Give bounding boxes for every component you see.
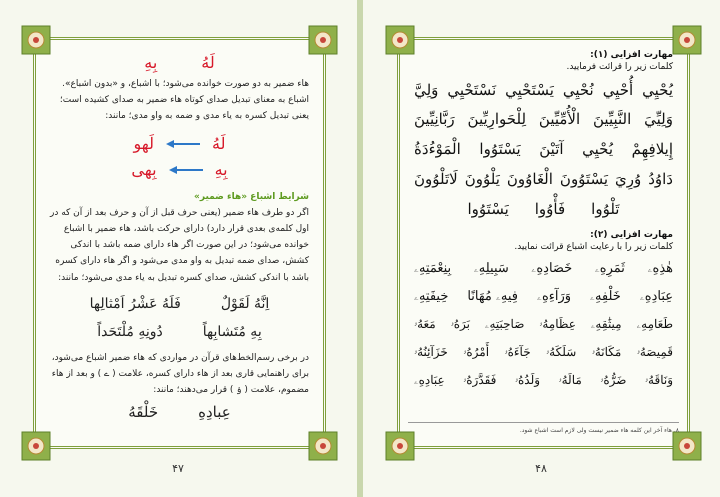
final-example: خَلْقَهُ <box>128 403 159 422</box>
example-word: بِهِ <box>144 52 158 72</box>
arrow-left-icon <box>166 140 200 148</box>
intro-paragraph: هاء ضمیر به دو صورت خوانده می‌شود؛ با اشباع، و «بدون اشباع». اشباع به معنای تبدیل صدای کوتاه هاء ضمیر به صدای کشیده است؛ یعنی تبدیل کسره به یاء مدی و ضمه به واو مدی؛ مانند: <box>59 79 309 122</box>
page-number: ۴۸ <box>535 462 547 475</box>
practice2-words <box>414 254 673 394</box>
word-row <box>414 282 673 310</box>
practice-word: آتَيْنَ <box>539 140 564 158</box>
ornament-corner-icon <box>383 429 417 463</box>
word-row <box>414 76 673 104</box>
practice-word: بِنِعْمَتِهِۦ <box>414 260 452 276</box>
top-examples <box>50 50 309 74</box>
practice1-title: مهارت افزایی (۱): <box>590 50 673 60</box>
word-row <box>414 164 673 194</box>
practice-word: هٰذِهِۦ <box>647 260 673 276</box>
word-row <box>414 104 673 134</box>
practice-word: فَقَدَّرَهُۥ <box>463 372 497 387</box>
practice-word: وَلِيَّ <box>414 81 439 99</box>
verse-example: بِهِ مُتَشابِهاً <box>202 323 262 340</box>
right-page-content <box>414 50 673 436</box>
conditions-paragraph: اگر دو طرف هاء ضمیر (یعنی حرف قبل از آن و حرف بعد از آن که در اول کلمه‌ی بعدی قرار دارد) دارای حرکت باشد، هاء ضمیر با اشباع خوانده می‌شود؛ در این صورت اگر هاء دارای ضمه باشد با اندکی کشش، صدای ضمه تبدیل به واو مدی می‌شود و اگر هاء دارای کسره باشد با اندکی کشش، صدای کسره تبدیل به یاء مدی می‌شود؛ مانند: <box>49 207 309 283</box>
practice-word: مَالَهُۥ <box>558 372 582 387</box>
practice-word: يُحْيِي <box>642 81 673 99</box>
arrow-left-icon <box>169 166 203 174</box>
verse-example: اِنَّهُ لَقَوْلٌ <box>220 295 270 312</box>
ornament-corner-icon <box>19 429 53 463</box>
practice-word: عِبَادِهِۦ <box>639 288 673 304</box>
ornament-corner-icon <box>306 23 340 57</box>
pair-row <box>50 157 309 183</box>
left-page-content <box>50 50 309 436</box>
footnote: ۸. هاء آخر این کلمه هاء ضمیر نیست ولی لازم است اشباع شود. <box>408 422 679 434</box>
practice-word: يَسْتَحْيِي <box>505 81 554 99</box>
practice-word: خَزَآئِنُهُۥ <box>414 344 448 359</box>
right-page <box>363 0 720 497</box>
practice-word: فِيهِۦ مُهَانًا <box>467 288 519 304</box>
word-row <box>414 366 673 394</box>
word-row <box>414 338 673 366</box>
practice-word: دَاوُدُ <box>648 170 673 188</box>
practice-word: أُحْيِي <box>602 81 634 99</box>
practice-word: يَلْوُونَ <box>464 170 500 188</box>
word-row <box>414 134 673 164</box>
final-examples <box>50 398 309 426</box>
section-title: شرایط اشباع «هاء ضمیر» <box>194 191 309 202</box>
practice-word: عِظَامِهُۥ <box>539 316 576 331</box>
practice-word: سَلَكَهُۥ <box>546 344 577 359</box>
practice-word: عِبَادِهِۦ <box>414 372 445 387</box>
ornament-corner-icon <box>670 429 704 463</box>
pair-row <box>50 131 309 157</box>
practice-word: لِلْحَوارِيِّينَ <box>467 110 527 128</box>
practice-word: فَأْوُوا <box>534 200 566 218</box>
practice-word: الْغَاوُونَ <box>506 170 553 188</box>
practice-word: يُحْيِي <box>582 140 614 158</box>
word-row <box>414 194 673 224</box>
practice-word: مَكَانَهُۥ <box>591 344 622 359</box>
verse-row <box>50 318 309 346</box>
verse-example: فَلَهُ عَشْرُ اَمْثالِها <box>89 295 181 312</box>
practice-word: خَصَادِهِۦ <box>531 260 573 276</box>
practice-word: قَمِيصَهُۥ <box>636 344 673 359</box>
practice2-instruction: کلمات زیر را با رعایت اشباع قرائت نمایید. <box>514 242 673 252</box>
ornament-corner-icon <box>383 23 417 57</box>
practice-word: صَاحِبَتِهِۦ <box>484 316 525 331</box>
practice-word: وَلِيِّيَ <box>644 110 673 128</box>
rasm-paragraph: در برخی رسم‌الخط‌های قرآن در مواردی که هاء ضمیر اشباع می‌شود، برای راهنمایی قاری بعد از هاء دارای کسره، علامت ( ے ) و بعد از هاء مضموم، علامت ( ۉ ) قرار می‌دهند؛ مانند: <box>51 352 309 396</box>
practice2-title: مهارت افزایی (۲): <box>590 230 673 240</box>
word-row <box>414 310 673 338</box>
page-number: ۴۷ <box>172 462 184 475</box>
practice1-words <box>414 76 673 224</box>
verse-example: دُونِهِ مُلْتَحَداً <box>97 323 163 340</box>
practice-word: تَلْوُوا <box>591 200 620 218</box>
practice-word: طَعَامِهِۦ <box>636 316 673 331</box>
practice-word: يَسْتَوُوا <box>467 200 509 218</box>
practice-word: نُحْيِي <box>562 81 594 99</box>
practice-word: نَسْتَحْيِي <box>447 81 497 99</box>
practice-word: إِيلافِهِمْ <box>631 140 673 158</box>
practice-word: وُرِيَ <box>615 170 642 188</box>
practice-word: بَرَهُۥ <box>450 316 470 331</box>
practice-word: مِيثَٰقِهِۦ <box>590 316 622 331</box>
right-page-frame <box>397 37 690 449</box>
word-row <box>414 254 673 282</box>
practice-word: مَعَهُۥ <box>414 316 436 331</box>
practice-word: أَمْرُهُۥ <box>463 344 490 359</box>
left-page-frame <box>33 37 326 449</box>
ornament-corner-icon <box>19 23 53 57</box>
practice1-instruction: کلمات زیر را قرائت فرمایید. <box>566 62 673 72</box>
practice-word: وَرَآءِهِۦ <box>537 288 572 304</box>
original-word: بِهِ <box>214 160 228 180</box>
practice-word: خِيفَتِهِۦ <box>414 288 449 304</box>
practice-word: لَاتَلْوُونَ <box>414 170 458 188</box>
final-example: عِبادِهِ <box>198 403 231 422</box>
practice-word: جَآءَهُۥ <box>504 344 531 359</box>
practice-word: ضَرُّهُۥ <box>600 372 627 387</box>
ornament-corner-icon <box>670 23 704 57</box>
practice-word: الْأُمِّيِّينَ <box>538 110 581 128</box>
practice-word: رَبَّانِيِّينَ <box>414 110 455 128</box>
example-word: لَهُ <box>201 52 215 72</box>
practice-word: يَسْتَوُوا <box>479 140 521 158</box>
verse-row <box>50 290 309 318</box>
original-word: لَهُ <box>212 134 226 154</box>
practice-word: ثَمَرِهِۦ <box>594 260 625 276</box>
practice-word: سَبِيلِهِۦ <box>473 260 509 276</box>
converted-word: لَهو <box>133 134 155 154</box>
practice-word: الْمَوْءُدَةُ <box>414 140 461 158</box>
pair-examples <box>50 131 309 183</box>
verse-examples <box>50 290 309 346</box>
practice-word: يَسْتَوُونَ <box>559 170 609 188</box>
converted-word: بِهی <box>131 160 157 180</box>
left-page <box>0 0 357 497</box>
practice-word: خَلْفِهِۦ <box>590 288 621 304</box>
practice-word: النَّبِيِّينَ <box>593 110 632 128</box>
practice-word: وَنَاقَهُۥ <box>645 372 673 387</box>
practice-word: وَلَدُهُۥ <box>515 372 541 387</box>
ornament-corner-icon <box>306 429 340 463</box>
